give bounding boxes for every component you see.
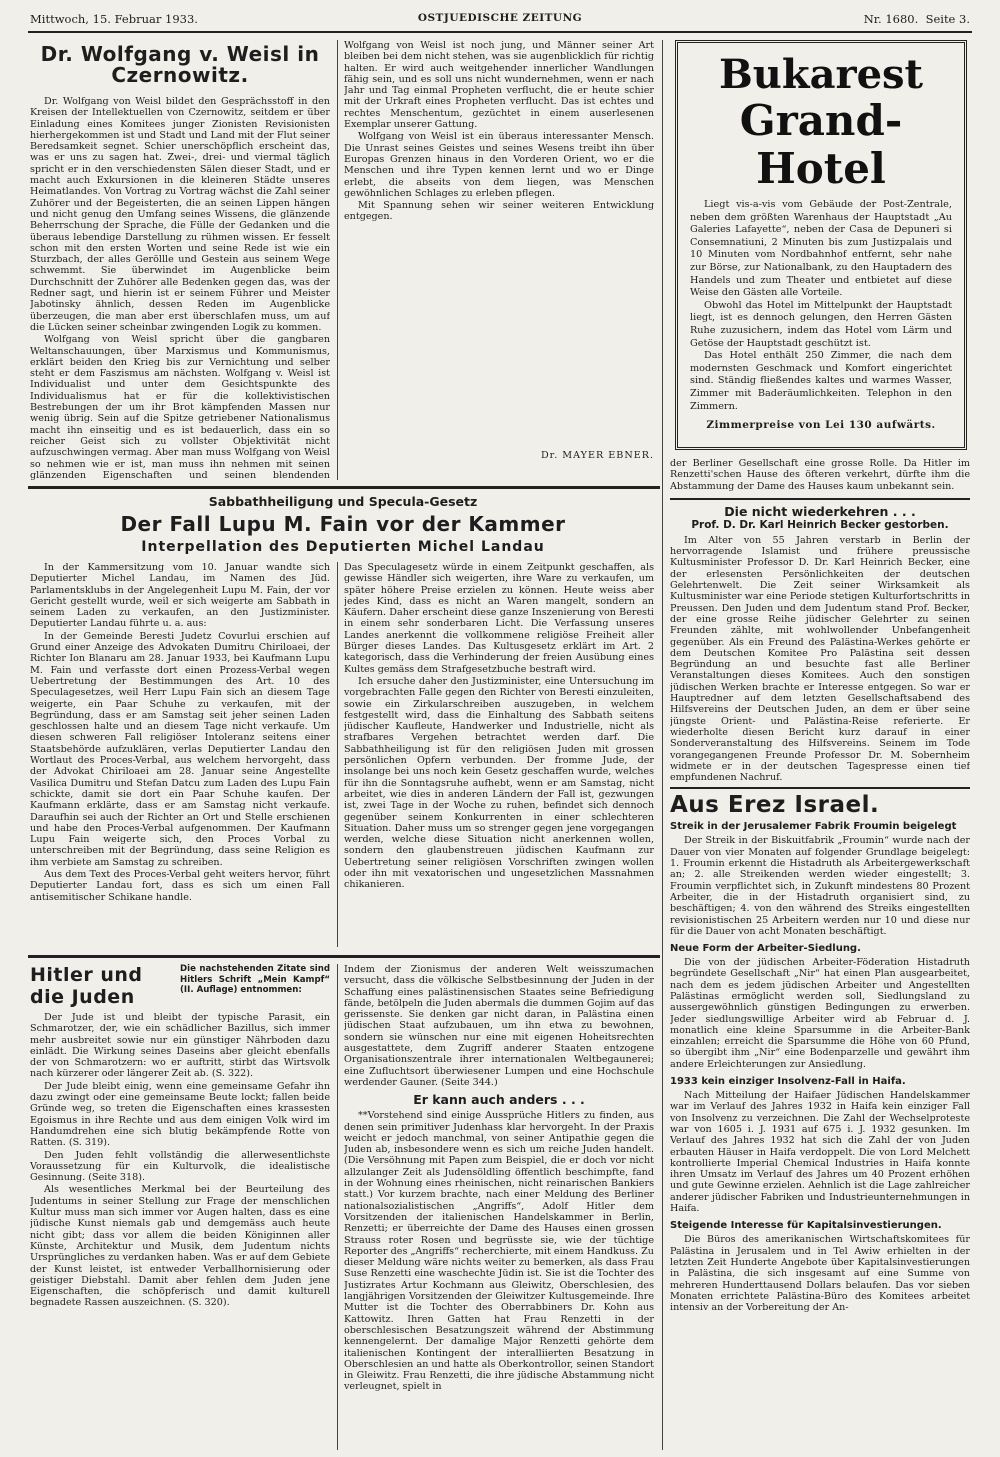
erez-heading: Neue Form der Arbeiter-Siedlung.	[670, 943, 861, 955]
newspaper-name: OSTJUEDISCHE ZEITUNG	[417, 12, 583, 24]
erez-paragraph: Nach Mitteilung der Haifaer Jüdischen Handelskammer war im Verlauf des Jahres 1932 in Haifa kein einziger Fall von Insolvenz zu verzeichnen. Die Zahl der Wechselproteste war von 1605 i. J. 1931 auf 675 i. J. 1932 gesunken. Im Verlauf des Jahres 1932 hat sich die Zahl der von Juden erbauten Häuser in Haifa verdoppelt. Die von Lord Melchett kontrollierte Imperial Chemical Industries in Haifa konnte ihren Umsatz im Verlauf des Jahres um 40 Prozent erhöhen und gute Gewinne erzielen. Aehnlich ist die Lage zahlreicher anderer jüdischer Fabriken und Industrieunternehmungen in Haifa.	[670, 1090, 970, 1215]
fain-paragraph: Aus dem Text des Proces-Verbal geht weiters hervor, führt Deputierter Landau fort, dass es sich um einen Fall antisemitischer Schikane handle.	[30, 869, 330, 903]
column-rule	[337, 40, 338, 480]
hitler-paragraph: **Vorstehend sind einige Aussprüche Hitlers zu finden, aus denen sein primitiver Judenhass klar hervorgeht. In der Praxis weicht er jedoch manchmal, von seiner Antipathie gegen die Juden ab, insbesondere wenn es sich um reiche Juden handelt. (Die Versöhnung mit Papen zum Beispiel, die er doch vor nicht allzulanger Zeit als Judensöldling öffentlich beschimpfte, fand in der Wohnung eines rheinischen, nicht reinarischen Bankiers statt.) Vor kurzem brachte, nach einer Meldung des Berliner nationalsozialistischen „Angriffs“, Adolf Hitler dem Vorsitzenden der italienischen Handelskammer in Berlin, Renzetti; er überreichte der Dame des Hauses einen grossen Strauss roter Rosen und begrüsste sie, wie der tüchtige Reporter des „Angriffs“ recherchierte, mit einem Handkuss. Zu dieser Meldung wäre nichts weiter zu bemerken, als dass Frau Suse Renzetti eine waschechte Jüdin ist. Sie ist die Tochter des Justizrates Artur Kochmann aus Gleiwitz, Oberschlesien, des langjährigen Vorsitzenden der Gleiwitzer Kultusgemeinde. Ihre Mutter ist die Tochter des Oberrabbiners Dr. Kohn aus Kattowitz. Ihren Gatten hat Frau Renzetti in der oberschlesischen Besatzungszeit während der Abstimmung kennengelernt. Der damalige Major Renzetti gehörte dem italienischen Kontingent der interalliierten Besatzung in Oberschlesien an und hatte als Oberkontrollor, seinen Standort in Gleiwitz. Frau Renzetti, die ihre jüdische Abstammung nicht verleugnet, spielt in	[344, 1110, 654, 1393]
hotel-advertisement	[675, 40, 967, 450]
hitler-continuation: der Berliner Gesellschaft eine grosse Rolle. Da Hitler im Renzetti'schen Hause des öfteren verkehrt, dürfte ihm die Abstammung der Dame des Hauses kaum unbekannt sein.	[670, 458, 970, 492]
issue-label: Nr. 1680.	[863, 12, 919, 26]
fain-paragraph: In der Gemeinde Beresti Judetz Covurlui erschien auf Grund einer Anzeige des Advokaten Dumitru Chiriloaei, der Richter Ion Blanaru am 28. Januar 1933, bei Kaufmann Lupu M. Fain und verfasste dort einen Prozess-Verbal wegen Uebertretung der Bestimmungen des Art. 10 des Speculagesetzes, weil Herr Lupu Fain sich an diesem Tage weigerte, ein Paar Schuhe zu verkaufen, mit der Begründung, dass er am Samstag seit jeher seinen Laden geschlossen halte und an diesem Tage nicht verkaufe. Um diesen schweren Fall religiöser Intoleranz seitens einer Staatsbehörde aufzuklären, verlas Deputierter Landau den Wortlaut des Proces-Verbal, aus welchem hervorgeht, dass der Advokat Chiriloaei am 28. Januar seine Angestellte Vasilica Dumitru und Stefan Datcu zum Laden des Lupu Fain schickte, damit sie dort ein Paar Schuhe kaufen. Der Kaufmann erklärte, dass er am Samstag nicht verkaufe. Daraufhin sei auch der Richter an Ort und Stelle erschienen und habe den Proces-Verbal aufgenommen. Der Kaufmann Lupu Fain weigerte sich, den Proces Vorbal zu unterschreiben mit der Begründung, dass seine Religion es ihm verbiete am Samstag zu schreiben.	[30, 630, 330, 868]
erez-heading: Steigende Interesse für Kapitalsinvestierungen.	[670, 1220, 942, 1232]
ad-text	[690, 199, 952, 413]
column-rule	[662, 40, 663, 1450]
issue-date: Mittwoch, 15. Februar 1933.	[30, 12, 198, 26]
hitler-quote: Als wesentliches Merkmal bei der Beurteilung des Judentums in seiner Stellung zur Frage der menschlichen Kultur muss man sich immer vor Augen halten, dass es eine jüdische Kunst niemals gab und demgemäss auch heute nicht gibt; dass vor allem die beiden Königinnen aller Künste, Architektur und Musik, dem Judentum nichts Ursprüngliches zu verdanken haben. Was er auf dem Gebiete der Kunst leistet, ist entweder Verballhornisierung oder geistiger Diebstahl. Damit aber fehlen dem Juden jene Eigenschaften, die schöpferisch und damit kulturell begnadete Rassen auszeichnen. (S. 320).	[30, 1184, 330, 1309]
weisl-title: Dr. Wolfgang v. Weisl in Czernowitz.	[40, 44, 320, 87]
fain-subtitle: Interpellation des Deputierten Michel Landau	[141, 539, 545, 555]
fain-title: Der Fall Lupu M. Fain vor der Kammer	[120, 512, 566, 536]
weisl-paragraph: Wolfgang von Weisl spricht über die gangbaren Weltanschauungen, über Marxismus und Kommunismus, erklärt beiden den Krieg bis zur Vernichtung und selber steht er dem Faszismus am nächsten. Wolfgang v. Weisl ist Individualist und unter dem Gesichtspunkte des Individualismus hat er für die kollektivistischen Bestrebungen der um ihr Brot kämpfenden Massen nur wenig übrig. Sein auf die Spitze getriebener Nationalismus macht ihn einseitig und es ist bedauerlich, dass ein so reicher Geist sich zu vollster Objektivität nicht aufzuschwingen vermag. Aber man muss Wolfgang von Weisl so nehmen wie er ist, man muss ihn nehmen mit seinen glänzenden Eigenschaften und seinen blendenden	[30, 334, 330, 480]
section-rule	[28, 955, 660, 958]
hitler-subheading: Er kann auch anders . . .	[413, 1092, 585, 1108]
right-column	[670, 458, 970, 1450]
page-number: Seite 3.	[925, 12, 970, 26]
erez-paragraph: Die Büros des amerikanischen Wirtschaftskomitees für Palästina in Jerusalem und in Tel Awiw erhielten in der letzten Zeit Hunderte Angebote über Kapitalsinvestierungen in Palästina, die sich insgesamt auf eine Summe von mehreren Hunderttausend Dollars belaufen. Das vor sieben Monaten errichtete Palästina-Büro des Komitees arbeitet intensiv an der Vorbereitung der An-	[670, 1234, 970, 1314]
ad-paragraph: Obwohl das Hotel im Mittelpunkt der Hauptstadt liegt, ist es dennoch gelungen, den Herren Gästen Ruhe zuzusichern, indem das Hotel vom Lärm und Getöse der Hauptstadt geschützt ist.	[690, 299, 952, 349]
weisl-paragraph: Wolfgang von Weisl ist ein überaus interessanter Mensch. Die Unrast seines Geistes und seines Wesens treibt ihn über Europas Grenzen hinaus in den Vorderen Orient, wo er die Menschen und ihre Typen kennen lernt und wo er Dinge erlebt, die abseits von dem liegen, was Menschen gewöhnlichen Schlages zu erleben pflegen.	[344, 131, 654, 199]
hitler-quote: Der Jude bleibt einig, wenn eine gemeinsame Gefahr ihn dazu zwingt oder eine gemeinsame Beute lockt; fallen beide Gründe weg, so treten die Eigenschaften eines krassesten Egoismus in ihre Rechte und aus dem einigen Volk wird im Handumdrehen eine sich blutig bekämpfende Rotte von Ratten. (S. 319).	[30, 1080, 330, 1149]
becker-subtitle: Prof. D. Dr. Karl Heinrich Becker gestorben.	[691, 518, 949, 531]
column-rule	[337, 562, 338, 947]
erez-title: Aus Erez Israel.	[670, 792, 880, 819]
hitler-title-row	[30, 964, 330, 1008]
ad-paragraph: Das Hotel enthält 250 Zimmer, die nach dem modernsten Geschmack und Komfort eingerichtet sind. Ständig fließendes kaltes und warmes Wasser, Zimmer mit Baderäumlichkeiten. Telephon in den Zimmern.	[690, 350, 952, 412]
erez-paragraph: Die von der jüdischen Arbeiter-Föderation Histadruth begründete Gesellschaft „Nir“ hat einen Plan ausgearbeitet, nach dem es jedem jüdischen Arbeiter und Angestellten Palästinas ermöglicht werden soll, Siedlungsland zu aussergewöhnlich günstigen Bedingungen zu erwerben. Jeder siedlungswillige Arbeiter wird ab Februar d. J. monatlich eine kleine Sparsumme in die Arbeiter-Bank einzahlen; erreicht die Sparsumme die Höhe von 60 Pfund, so übergibt ihm „Nir“ eine Bodenparzelle und gewährt ihm andere Erleichterungen zur Ansiedlung.	[670, 957, 970, 1070]
hitler-source-note: Die nachstehenden Zitate sind Hitlers Schrift „Mein Kampf“ (II. Auflage) entnommen:	[180, 964, 330, 995]
fain-paragraph: Ich ersuche daher den Justizminister, eine Untersuchung im vorgebrachten Falle gegen den Richter von Beresti einzuleiten, sowie ein Zirkularschreiben auszugeben, in welchem festgestellt wird, dass die Einhaltung des Sabbath seitens jüdischer Kaufleute, Handwerker und Industrielle, nicht als strafbares Vergehen betrachtet werden darf. Die Sabbathheiligung ist für den religiösen Juden mit grossen persönlichen Opfern verbunden. Der fromme Jude, der insolange bei uns noch kein Gesetz geschaffen wurde, welches für ihn die Sonntagsruhe aufhebt, wenn er am Samstag, nicht arbeitet, wie dies in anderen Ländern der Fall ist, gezwungen ist, zwei Tage in der Woche zu ruhen, befindet sich dennoch gegenüber seinem Konkurrenten in einer schlechteren Situation. Daher muss um so strenger gegen jene vorgegangen werden, welche diese Situation nicht anerkennen wollen, sondern den glaubenstreuen jüdischen Kaufmann zur Uebertretung seiner religiösen Vorschriften zwingen wollen oder ihn mit vexatorischen und ungesetzlichen Massnahmen chikanieren.	[344, 675, 654, 891]
section-rule	[670, 498, 970, 500]
hitler-quote: Indem der Zionismus der anderen Welt weisszumachen versucht, dass die völkische Selbstbesinnung der Juden in der Schaffung eines palästinensischen Staates seine Befriedigung fände, betölpeln die Juden abermals die dummen Gojim auf das gerissenste. Sie denken gar nicht daran, in Palästina einen jüdischen Staat aufzubauen, um ihn etwa zu bewohnen, sondern sie wünschen nur eine mit eigenen Hoheitsrechten ausgestattete, dem Zugriff anderer Staaten entzogene Organisationszentrale ihrer internationalen Weltbegaunerei; eine Zufluchtsort überwiesener Lumpen und eine Hochschule werdender Gauner. (Seite 344.)	[344, 964, 654, 1088]
becker-paragraph: Im Alter von 55 Jahren verstarb in Berlin der hervorragende Islamist und frühere preussische Kultusminister Professor D. Dr. Karl Heinrich Becker, eine der erlesensten Persönlichkeiten der deutschen Gelehrtenwelt. Die Zeit seiner Wirksamkeit als Kultusminister war eine Periode stetigen Kulturfortschritts in Preussen. Den Juden und dem Judentum stand Prof. Becker, der eine grosse Reihe jüdischer Gelehrter zu seinen Freunden zählte, mit wohlwollender Unbefangenheit gegenüber. Als ein Freund des Palästina-Werkes gehörte er dem Deutschen Komitee Pro Palästina seit dessen Begründung an und besuchte fast alle Berliner Veranstaltungen dieses Komitees. Auch den sonstigen jüdischen Werken brachte er Interesse entgegen. So war er Hauptredner auf dem letzten Gesellschaftsabend des Hilfsvereins der Deutschen Juden, an dem er über seine jüngste Orient- und Palästina-Reise referierte. Er wiederholte diesen Bericht kurz darauf in einer Sonderveranstaltung des Hilfsvereins. Seinem im Tode vorangegangenen Freunde Professor Dr. M. Sobernheim widmete er in der deutschen Tagespresse einen tief empfundenen Nachruf.	[670, 534, 970, 784]
weisl-article-col2	[344, 40, 654, 460]
hitler-col2	[344, 964, 654, 1450]
fain-kicker: Sabbathheiligung und Specula-Gesetz	[208, 494, 478, 509]
erez-heading: Streik in der Jerusalemer Fabrik Froumin beigelegt	[670, 821, 957, 833]
page-header	[30, 12, 970, 30]
section-rule	[670, 787, 970, 789]
ad-paragraph: Liegt vis-a-vis vom Gebäude der Post-Zentrale, neben dem größten Warenhaus der Hauptstadt „Au Galeries Lafayette“, neben der Casa de Depuneri si Consemnatiuni, 2 Minuten bis zum Justizpalais und 10 Minuten vom Nordbahnhof entfernt, sehr nahe zur Börse, zur Nationalbank, zu den Hauptadern des Handels und zum Theater und entbietet auf diese Weise den Gästen alle Vorteile.	[690, 199, 952, 299]
header-rule	[28, 31, 972, 33]
fain-paragraph: In der Kammersitzung vom 10. Januar wandte sich Deputierter Michel Landau, im Namen des Jüd. Parlamentsklubs in der Angelegenheit Lupu M. Fain, der vor Gericht gestellt wurde, weil er sich weigerte am Sabbath in seinem Laden zu verkaufen, an den Justizminister. Deputierter Landau führte u. a. aus:	[30, 562, 330, 630]
issue-number	[864, 12, 970, 26]
becker-title: Die nicht wiederkehren . . .	[724, 503, 916, 519]
hitler-col1	[30, 964, 330, 1450]
weisl-paragraph: Mit Spannung sehen wir seiner weiteren Entwicklung entgegen.	[344, 200, 654, 223]
hitler-title: Hitler und die Juden	[30, 964, 143, 1008]
fain-col1	[30, 562, 330, 947]
ad-hotel-title: Grand-Hotel	[739, 96, 903, 193]
column-rule	[337, 964, 338, 1450]
weisl-paragraph: Wolfgang von Weisl ist noch jung, und Männer seiner Art bleiben bei dem nicht stehen, was sie augenblicklich für richtig halten. Er wird auch weitgehender innerlicher Wandlungen fähig sein, und es soll uns nicht wundernehmen, wenn er nach Jahr und Tag einmal Propheten verflucht, die er heute schier mit der Urkraft eines Propheten verflucht. Das ist echtes und rechtes Menschentum, gezüchtet in einem auserlesenen Exemplar unserer Gattung.	[344, 40, 654, 131]
fain-col2	[344, 562, 654, 947]
erez-heading: 1933 kein einziger Insolvenz-Fall in Haifa.	[670, 1076, 906, 1088]
hitler-quote: Den Juden fehlt vollständig die allerwesentlichste Voraussetzung für ein Kulturvolk, die idealistische Gesinnung. (Seite 318).	[30, 1149, 330, 1184]
ad-city-title: Bukarest	[718, 51, 924, 98]
fain-paragraph: Das Speculagesetz würde in einem Zeitpunkt geschaffen, als gewisse Händler sich weigerten, ihre Ware zu verkaufen, um später höhere Preise erzielen zu können. Heute weiss aber jedes Kind, dass es nicht an Waren mangelt, sondern an Käufern. Daher erscheint diese ganze Inszenierung von Beresti in einem sehr sonderbaren Licht. Die Verfassung unseres Landes anerkennt die vollkommene religiöse Freiheit aller Bürger dieses Landes. Das Kultusgesetz erklärt im Art. 2 kategorisch, dass die Verhinderung der freien Ausübung eines Kultes gemäss dem Strafgesetzbuche bestraft wird.	[344, 562, 654, 675]
ad-room-prices: Zimmerpreise von Lei 130 aufwärts.	[706, 419, 936, 432]
hitler-quote: Der Jude ist und bleibt der typische Parasit, ein Schmarotzer, der, wie ein schädlicher Bazillus, sich immer mehr ausbreitet sowie nur ein günstiger Nährboden dazu einlädt. Die Wirkung seines Daseins aber gleicht ebenfalls der von Schmarotzern: wo er auftritt, stirbt das Wirtsvolk nach kürzerer oder längerer Zeit ab. (S. 322).	[30, 1012, 330, 1080]
section-rule	[28, 486, 660, 489]
erez-paragraph: Der Streik in der Biskuitfabrik „Froumin“ wurde nach der Dauer von vier Monaten auf folgender Grundlage beigelegt: 1. Froumin erkennt die Histadruth als Arbeitergewerkschaft an; 2. alle Streikenden werden wieder eingestellt; 3. Froumin verpflichtet sich, in Zukunft mindestens 80 Prozent Arbeiter, die in der Histadruth organisiert sind, zu beschäftigen; 4. von den während des Streiks eingestellten revisionistischen 25 Arbeitern werden nur 10 und diese nur für die Dauer von acht Monaten beschäftigt.	[670, 835, 970, 937]
weisl-signature: Dr. MAYER EBNER.	[540, 450, 654, 461]
weisl-article-col1	[30, 44, 330, 480]
weisl-paragraph: Dr. Wolfgang von Weisl bildet den Gesprächsstoff in den Kreisen der Intellektuellen von Czernowitz, seitdem er über Einladung eines Komitees junger Zionisten Revisionisten hierhergekommen ist und Stadt und Land mit der Flut seiner Beredsamkeit segnet. Schier unerschöpflich erscheint das, was er uns zu sagen hat. Zwei-, drei- und viermal täglich spricht er in den verschiedensten Sälen dieser Stadt, und er macht auch Exkursionen in die kleineren Städte unseres Heimatlandes. Von Vortrag zu Vortrag wächst die Zahl seiner Zuhörer und der Begeisterten, die an seinen Lippen hängen und nicht genug den Umfang seines Wissens, die glänzende Beherrschung der Sprache, die Fülle der Gedanken und die überaus lebendige Darstellung zu rühmen wissen. Er fesselt schon mit den ersten Worten und seine Rede ist wie ein Sturzbach, der alles Geröllle und Gestein aus seinem Wege schwemmt. Sie überwindet im Augenblicke beim Durchschnitt der Zuhörer alle Bedenken gegen das, was der Redner sagt, und hierin ist er seinem Führer und Meister Jabotinsky ähnlich, dessen Reden im Augenblicke überzeugen, die man aber erst überschlafen muss, um auf die Lücken seiner scheinbar zwingenden Logik zu kommen.	[30, 96, 330, 333]
